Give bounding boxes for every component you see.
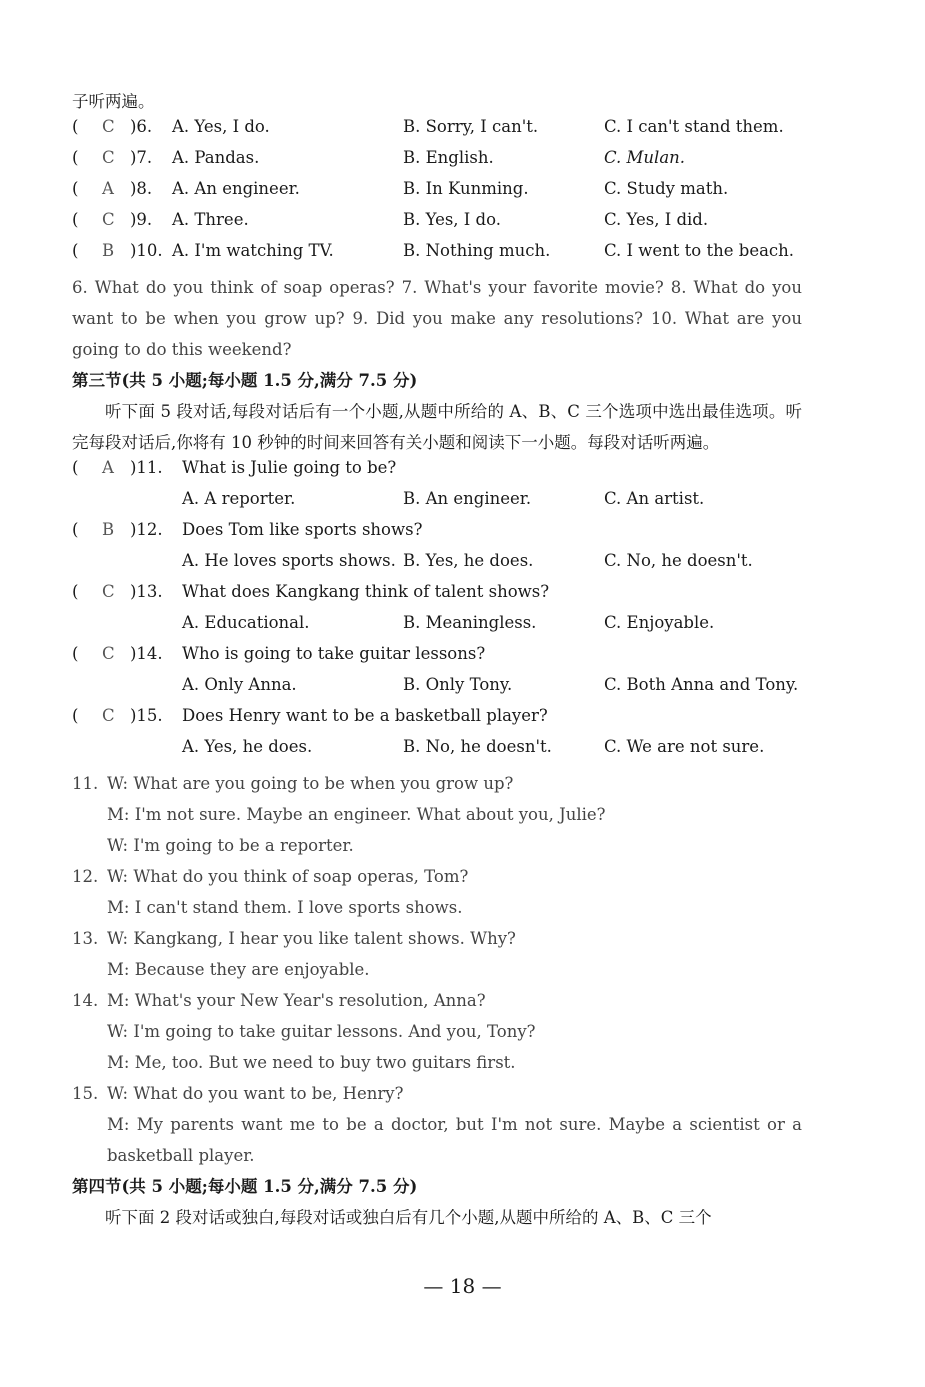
answer-mark: C [102,210,115,229]
paren-open: ( [72,706,79,725]
answer-mark: C [102,644,115,663]
question-number: )14. [130,644,163,663]
option-a: A. Only Anna. [182,675,297,694]
question-row [72,582,802,613]
section-3-heading: 第三节(共 5 小题;每小题 1.5 分,满分 7.5 分) [72,371,418,390]
question-row [72,148,802,179]
dialogue-line [72,1078,802,1109]
option-c: C. Enjoyable. [604,613,715,632]
option-b: B. English. [403,148,494,167]
question-number: )11. [130,458,163,477]
dialogue-text-wrapped: M: My parents want me to be a doctor, but I'm not sure. Maybe a scientist or a basketball player. [107,1115,802,1165]
question-stem: Does Henry want to be a basketball player? [182,706,548,725]
paren-open: ( [72,241,79,260]
dialogue-number: 13. [72,929,99,948]
option-a: A. Yes, he does. [182,737,313,756]
question-row [72,117,802,148]
question-number: )15. [130,706,163,725]
option-b: B. Yes, he does. [403,551,534,570]
questions-6-10 [72,117,802,272]
dialogue-line [72,892,802,923]
dialogue-number: 11. [72,774,99,793]
dialogue-text: W: Kangkang, I hear you like talent shows. Why? [107,929,516,948]
dialogue-text: W: I'm going to be a reporter. [107,836,354,855]
dialogue-text: M: Me, too. But we need to buy two guitars first. [107,1053,516,1072]
answer-mark: B [102,520,115,539]
paren-open: ( [72,582,79,601]
question-number: )10. [130,241,163,260]
question-row [72,520,802,551]
answer-mark: C [102,706,115,725]
option-c: C. Study math. [604,179,729,198]
paren-open: ( [72,210,79,229]
paren-open: ( [72,179,79,198]
answer-mark: C [102,117,115,136]
answer-mark: C [102,582,115,601]
dialogue-line [72,985,802,1016]
dialogue-line [72,1047,802,1078]
dialogue-number: 12. [72,867,99,886]
options-row [72,551,802,582]
option-b: B. No, he doesn't. [403,737,552,756]
option-b: B. Nothing much. [403,241,551,260]
dialogue-text: W: What are you going to be when you grow up? [107,774,514,793]
option-c: C. Both Anna and Tony. [604,675,799,694]
option-c: C. An artist. [604,489,705,508]
paren-open: ( [72,458,79,477]
answer-mark: A [102,179,114,198]
dialogue-text: M: I can't stand them. I love sports shows. [107,898,463,917]
question-number: )9. [130,210,153,229]
answer-mark: C [102,148,115,167]
question-row [72,179,802,210]
option-a: A. An engineer. [172,179,300,198]
option-a: A. I'm watching TV. [172,241,334,260]
page-content [72,86,802,1233]
page-number: — 18 — [423,1274,502,1298]
question-number: )12. [130,520,163,539]
question-number: )8. [130,179,153,198]
options-row [72,675,802,706]
option-b: B. Only Tony. [403,675,513,694]
option-c: C. Mulan. [604,148,686,167]
dialogue-text: W: I'm going to take guitar lessons. And you, Tony? [107,1022,536,1041]
option-b: B. Sorry, I can't. [403,117,539,136]
option-b: B. Yes, I do. [403,210,502,229]
section-4-heading: 第四节(共 5 小题;每小题 1.5 分,满分 7.5 分) [72,1177,418,1196]
section-4-instructions: 听下面 2 段对话或独白,每段对话或独白后有几个小题,从题中所给的 A、B、C 三个 [105,1208,712,1227]
option-c: C. We are not sure. [604,737,765,756]
listening-script-6-10: 6. What do you think of soap operas? 7. What's your favorite movie? 8. What do you want to be when you grow up? 9. Did you make any resolutions? 10. What are you going to do this weekend? [72,278,802,359]
dialogue-text: M: What's your New Year's resolution, Anna? [107,991,486,1010]
dialogue-line [72,861,802,892]
question-number: )6. [130,117,153,136]
top-line: 子听两遍。 [72,92,155,111]
options-row [72,613,802,644]
dialogue-line [72,923,802,954]
dialogue-line [72,799,802,830]
option-c: C. Yes, I did. [604,210,709,229]
option-b: B. In Kunming. [403,179,529,198]
option-a: A. He loves sports shows. [182,551,396,570]
dialogue-line [72,1016,802,1047]
dialogue-text: W: What do you want to be, Henry? [107,1084,404,1103]
option-a: A. Educational. [182,613,310,632]
dialogue-line [72,768,802,799]
question-row [72,644,802,675]
paren-open: ( [72,148,79,167]
option-a: A. Yes, I do. [172,117,270,136]
question-number: )13. [130,582,163,601]
question-row [72,458,802,489]
option-c: C. No, he doesn't. [604,551,753,570]
option-a: A. Three. [172,210,249,229]
options-row [72,489,802,520]
question-stem: What is Julie going to be? [182,458,397,477]
option-c: C. I went to the beach. [604,241,795,260]
questions-11-15 [72,458,802,768]
paren-open: ( [72,644,79,663]
option-a: A. Pandas. [172,148,260,167]
dialogue-line [72,954,802,985]
option-b: B. An engineer. [403,489,532,508]
question-number: )7. [130,148,153,167]
question-row [72,241,802,272]
dialogue-text: W: What do you think of soap operas, Tom? [107,867,469,886]
dialogue-number: 14. [72,991,99,1010]
question-stem: Does Tom like sports shows? [182,520,423,539]
question-stem: Who is going to take guitar lessons? [182,644,486,663]
question-row [72,706,802,737]
options-row [72,737,802,768]
option-c: C. I can't stand them. [604,117,784,136]
paren-open: ( [72,520,79,539]
question-row [72,210,802,241]
option-a: A. A reporter. [182,489,296,508]
answer-mark: A [102,458,114,477]
listening-script-11-15 [72,768,802,1171]
section-3-instructions: 听下面 5 段对话,每段对话后有一个小题,从题中所给的 A、B、C 三个选项中选出最佳选项。听完每段对话后,你将有 10 秒钟的时间来回答有关小题和阅读下一小题。每段对话听两遍。 [72,402,802,452]
dialogue-text: M: Because they are enjoyable. [107,960,370,979]
option-b: B. Meaningless. [403,613,537,632]
question-stem: What does Kangkang think of talent shows? [182,582,550,601]
dialogue-line [72,830,802,861]
dialogue-text: M: I'm not sure. Maybe an engineer. What about you, Julie? [107,805,606,824]
paren-open: ( [72,117,79,136]
dialogue-number: 15. [72,1084,99,1103]
answer-mark: B [102,241,115,260]
